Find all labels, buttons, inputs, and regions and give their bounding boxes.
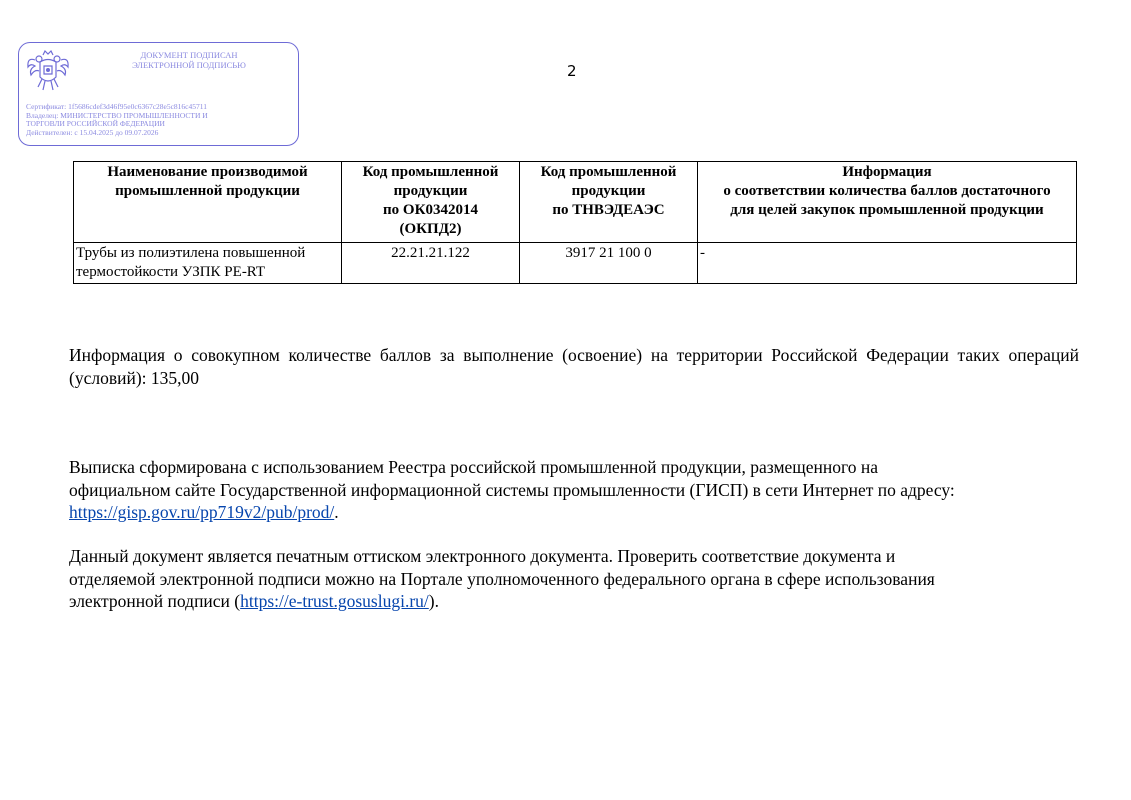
products-table (73, 161, 1077, 284)
stamp-details (26, 103, 294, 137)
text-line: официальном сайте Государственной информационной системы промышленности (ГИСП) в сети Интернет по адресу: (69, 479, 955, 500)
text-line: отделяемой электронной подписи можно на Портале уполномоченного федерального органа в сфере использования (69, 568, 935, 589)
header-okpd-code (342, 162, 520, 243)
stamp-title-line: ДОКУМЕНТ ПОДПИСАН (140, 50, 238, 60)
header-line: для целей закупок промышленной продукции (730, 202, 1044, 218)
cell-line: Трубы из полиэтилена повышенной (76, 245, 306, 261)
header-line: Код промышленной (362, 164, 499, 180)
punctuation: . (334, 502, 339, 522)
page-number: 2 (567, 62, 577, 80)
header-line: (ОКПД2) (399, 221, 462, 237)
header-line: продукции (571, 183, 646, 199)
gisp-registry-link[interactable]: https://gisp.gov.ru/pp719v2/pub/prod/ (69, 502, 335, 522)
stamp-title (89, 50, 289, 70)
header-line: о соответствии количества баллов достаточного (723, 183, 1051, 199)
header-points-info (698, 162, 1077, 243)
text-fragment: ). (428, 591, 439, 611)
e-trust-portal-link[interactable]: https://e-trust.gosuslugi.ru/ (240, 591, 429, 611)
table-header-row (74, 162, 1077, 243)
header-line: по ТНВЭДЕАЭС (552, 202, 665, 218)
header-tnved-code (520, 162, 698, 243)
cell-okpd-code: 22.21.21.122 (342, 243, 520, 284)
cell-points-info: - (698, 243, 1077, 284)
text-line (69, 590, 1079, 613)
text-line (69, 501, 1079, 524)
header-line: Наименование производимой (107, 164, 308, 180)
stamp-owner: Владелец: МИНИСТЕРСТВО ПРОМЫШЛЕННОСТИ И (26, 110, 208, 120)
cell-product-name (74, 243, 342, 284)
text-line: Выписка сформирована с использованием Реестра российской промышленной продукции, размещенного на (69, 457, 879, 477)
header-product-name (74, 162, 342, 243)
header-line: по ОК0342014 (383, 202, 478, 218)
stamp-owner: ТОРГОВЛИ РОССИЙСКОЙ ФЕДЕРАЦИИ (26, 119, 165, 129)
cell-tnved-code: 3917 21 100 0 (520, 243, 698, 284)
table-row (74, 243, 1077, 284)
text-fragment: электронной подписи ( (69, 591, 241, 611)
registry-paragraph (69, 456, 1079, 524)
disclaimer-paragraph (69, 545, 1079, 613)
header-line: продукции (393, 183, 468, 199)
header-line: Информация (842, 164, 932, 180)
stamp-validity: Действителен: с 15.04.2025 до 09.07.2026 (26, 127, 159, 137)
text-line: Данный документ является печатным оттиском электронного документа. Проверить соответствие документа и (69, 546, 896, 566)
electronic-signature-stamp (18, 42, 299, 146)
double-headed-eagle-emblem-icon (25, 47, 71, 95)
stamp-certificate: Сертификат: 1f5686cdef3d46f95e0c6367c28e5c816c45711 (26, 102, 207, 111)
header-line: Код промышленной (540, 164, 677, 180)
cell-line: термостойкости УЗПК PE-RT (76, 264, 266, 280)
stamp-title-line: ЭЛЕКТРОННОЙ ПОДПИСЬЮ (132, 60, 246, 70)
header-line: промышленной продукции (115, 183, 300, 199)
total-points-paragraph: Информация о совокупном количестве баллов за выполнение (освоение) на территории Российской Федерации таких операций (условий): 135,00 (69, 345, 1079, 388)
